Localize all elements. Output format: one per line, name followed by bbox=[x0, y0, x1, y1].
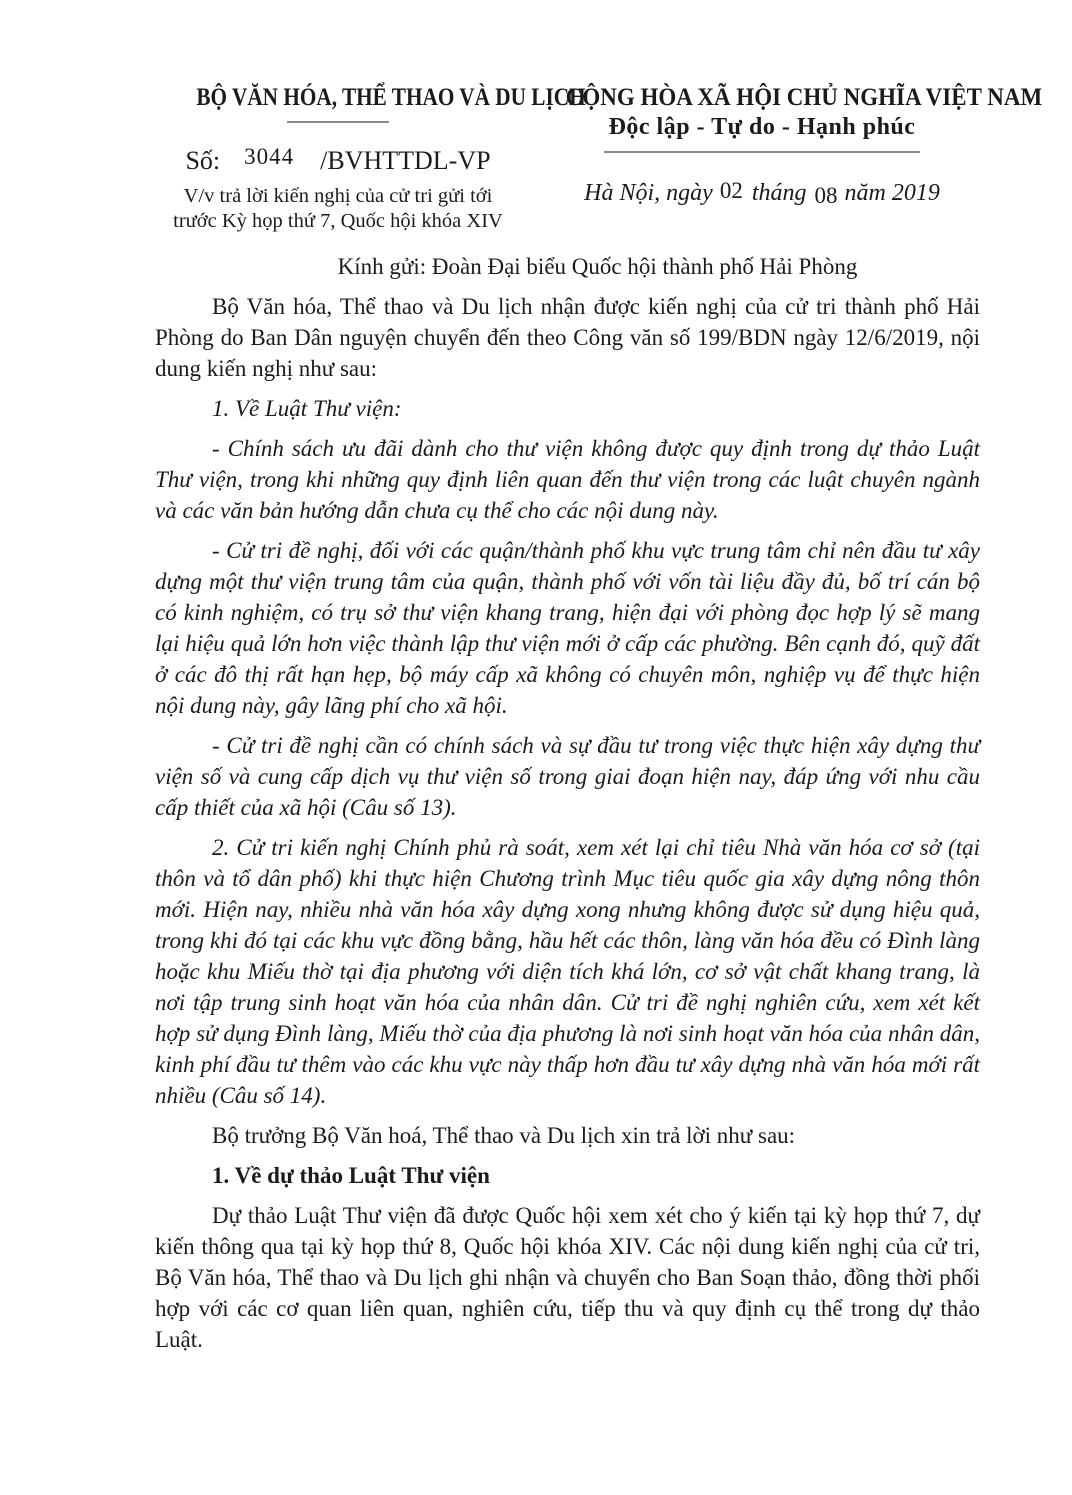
place-date-line bbox=[545, 180, 979, 207]
doc-number-label: Số: bbox=[185, 146, 221, 175]
date-day-value: 02 bbox=[719, 178, 743, 203]
national-header-block bbox=[545, 84, 1043, 234]
org-underline bbox=[287, 121, 389, 123]
place-date-prefix: Hà Nội, ngày bbox=[584, 180, 713, 206]
letter-body bbox=[155, 251, 980, 1355]
national-motto: Độc lập - Tự do - Hạnh phúc bbox=[608, 114, 916, 140]
date-thang-label: tháng bbox=[751, 180, 807, 206]
document-header bbox=[0, 0, 1072, 234]
paragraph-reply-heading-1: 1. Về dự thảo Luật Thư viện bbox=[212, 1163, 490, 1188]
country-name bbox=[545, 84, 1043, 112]
paragraph-petition-digital-library: - Cử tri đề nghị cần có chính sách và sự đầu tư trong việc thực hiện xây dựng thư viện số và cung cấp dịch vụ thư viện số trong giai đoạn hiện nay, đáp ứng với nhu cầu cấp thiết của xã hội (Câu số 13). bbox=[155, 733, 980, 820]
subject-line-2: trước Kỳ họp thứ 7, Quốc hội khóa XIV bbox=[173, 210, 503, 232]
country-name-text: CỘNG HÒA XÃ HỘI CHỦ NGHĨA VIỆT NAM bbox=[565, 84, 1043, 111]
motto-underline bbox=[604, 151, 920, 153]
issuing-org-block bbox=[162, 84, 586, 234]
date-year-part: năm 2019 bbox=[844, 180, 940, 206]
document-number-line bbox=[162, 146, 514, 177]
paragraph-reply-library-law: Dự thảo Luật Thư viện đã được Quốc hội xem xét cho ý kiến tại kỳ họp thứ 7, dự kiến thông qua tại kỳ họp thứ 8, Quốc hội khóa XIV. Các nội dung kiến nghị của cử tri, Bộ Văn hóa, Thể thao và Du lịch ghi nhận và chuyển cho Ban Soạn thảo, đồng thời phối hợp với các cơ quan liên quan, nghiên cứu, tiếp thu và quy định cụ thể trong dự thảo Luật. bbox=[155, 1203, 980, 1352]
paragraph-petition-central-library: - Cử tri đề nghị, đối với các quận/thành phố khu vực trung tâm chỉ nên đầu tư xây dựng một thư viện trung tâm của quận, thành phố với vốn tài liệu đầy đủ, bố trí cán bộ có kinh nghiệm, có trụ sở thư viện khang trang, hiện đại với phòng đọc hợp lý sẽ mang lại hiệu quả lớn hơn việc thành lập thư viện mới ở cấp các phường. Bên cạnh đó, quỹ đất ở các đô thị rất hạn hẹp, bộ máy cấp xã không có chuyên môn, nghiệp vụ để thực hiện nội dung này, gây lãng phí cho xã hội. bbox=[155, 538, 980, 718]
paragraph-petition-culture-house: 2. Cử tri kiến nghị Chính phủ rà soát, xem xét lại chỉ tiêu Nhà văn hóa cơ sở (tại thôn và tổ dân phố) khi thực hiện Chương trình Mục tiêu quốc gia xây dựng nông thôn mới. Hiện nay, nhiều nhà văn hóa xây dựng xong nhưng không được sử dụng hiệu quả, trong khi đó tại các khu vực đồng bằng, hầu hết các thôn, làng văn hóa đều có Đình làng hoặc khu Miếu thờ tại địa phương với diện tích khá lớn, cơ sở vật chất khang trang, là nơi tập trung sinh hoạt văn hóa của nhân dân. Cử tri đề nghị nghiên cứu, xem xét kết hợp sử dụng Đình làng, Miếu thờ của địa phương là nơi sinh hoạt văn hóa của nhân dân, kinh phí đầu tư thêm vào các khu vực này thấp hơn đầu tư xây dựng nhà văn hóa mới rất nhiều (Câu số 14). bbox=[155, 835, 980, 1108]
paragraph-intro: Bộ Văn hóa, Thể thao và Du lịch nhận được kiến nghị của cử tri thành phố Hải Phòng do Ban Dân nguyện chuyển đến theo Công văn số 199/BDN ngày 12/6/2019, nội dung kiến nghị như sau: bbox=[155, 294, 980, 381]
paragraph-item-1-heading: 1. Về Luật Thư viện: bbox=[212, 396, 402, 421]
paragraph-petition-library-policy: - Chính sách ưu đãi dành cho thư viện không được quy định trong dự thảo Luật Thư viện, trong khi những quy định liên quan đến thư viện trong các luật chuyên ngành và các văn bản hướng dẫn chưa cụ thể cho các nội dung này. bbox=[155, 436, 980, 523]
date-month-value: 08 bbox=[814, 183, 838, 208]
doc-number-value: 3044 bbox=[244, 144, 295, 169]
subject-line-1: V/v trả lời kiến nghị của cử tri gửi tới bbox=[183, 185, 493, 207]
paragraph-minister-reply-intro: Bộ trưởng Bộ Văn hoá, Thể thao và Du lịch xin trả lời như sau: bbox=[212, 1123, 796, 1148]
issuing-org-name-text: BỘ VĂN HÓA, THỂ THAO VÀ DU LỊCH bbox=[196, 84, 586, 111]
salutation: Kính gửi: Đoàn Đại biểu Quốc hội thành phố Hải Phòng bbox=[337, 254, 858, 279]
issuing-org-name bbox=[162, 84, 586, 112]
doc-number-suffix: /BVHTTDL-VP bbox=[320, 146, 491, 175]
